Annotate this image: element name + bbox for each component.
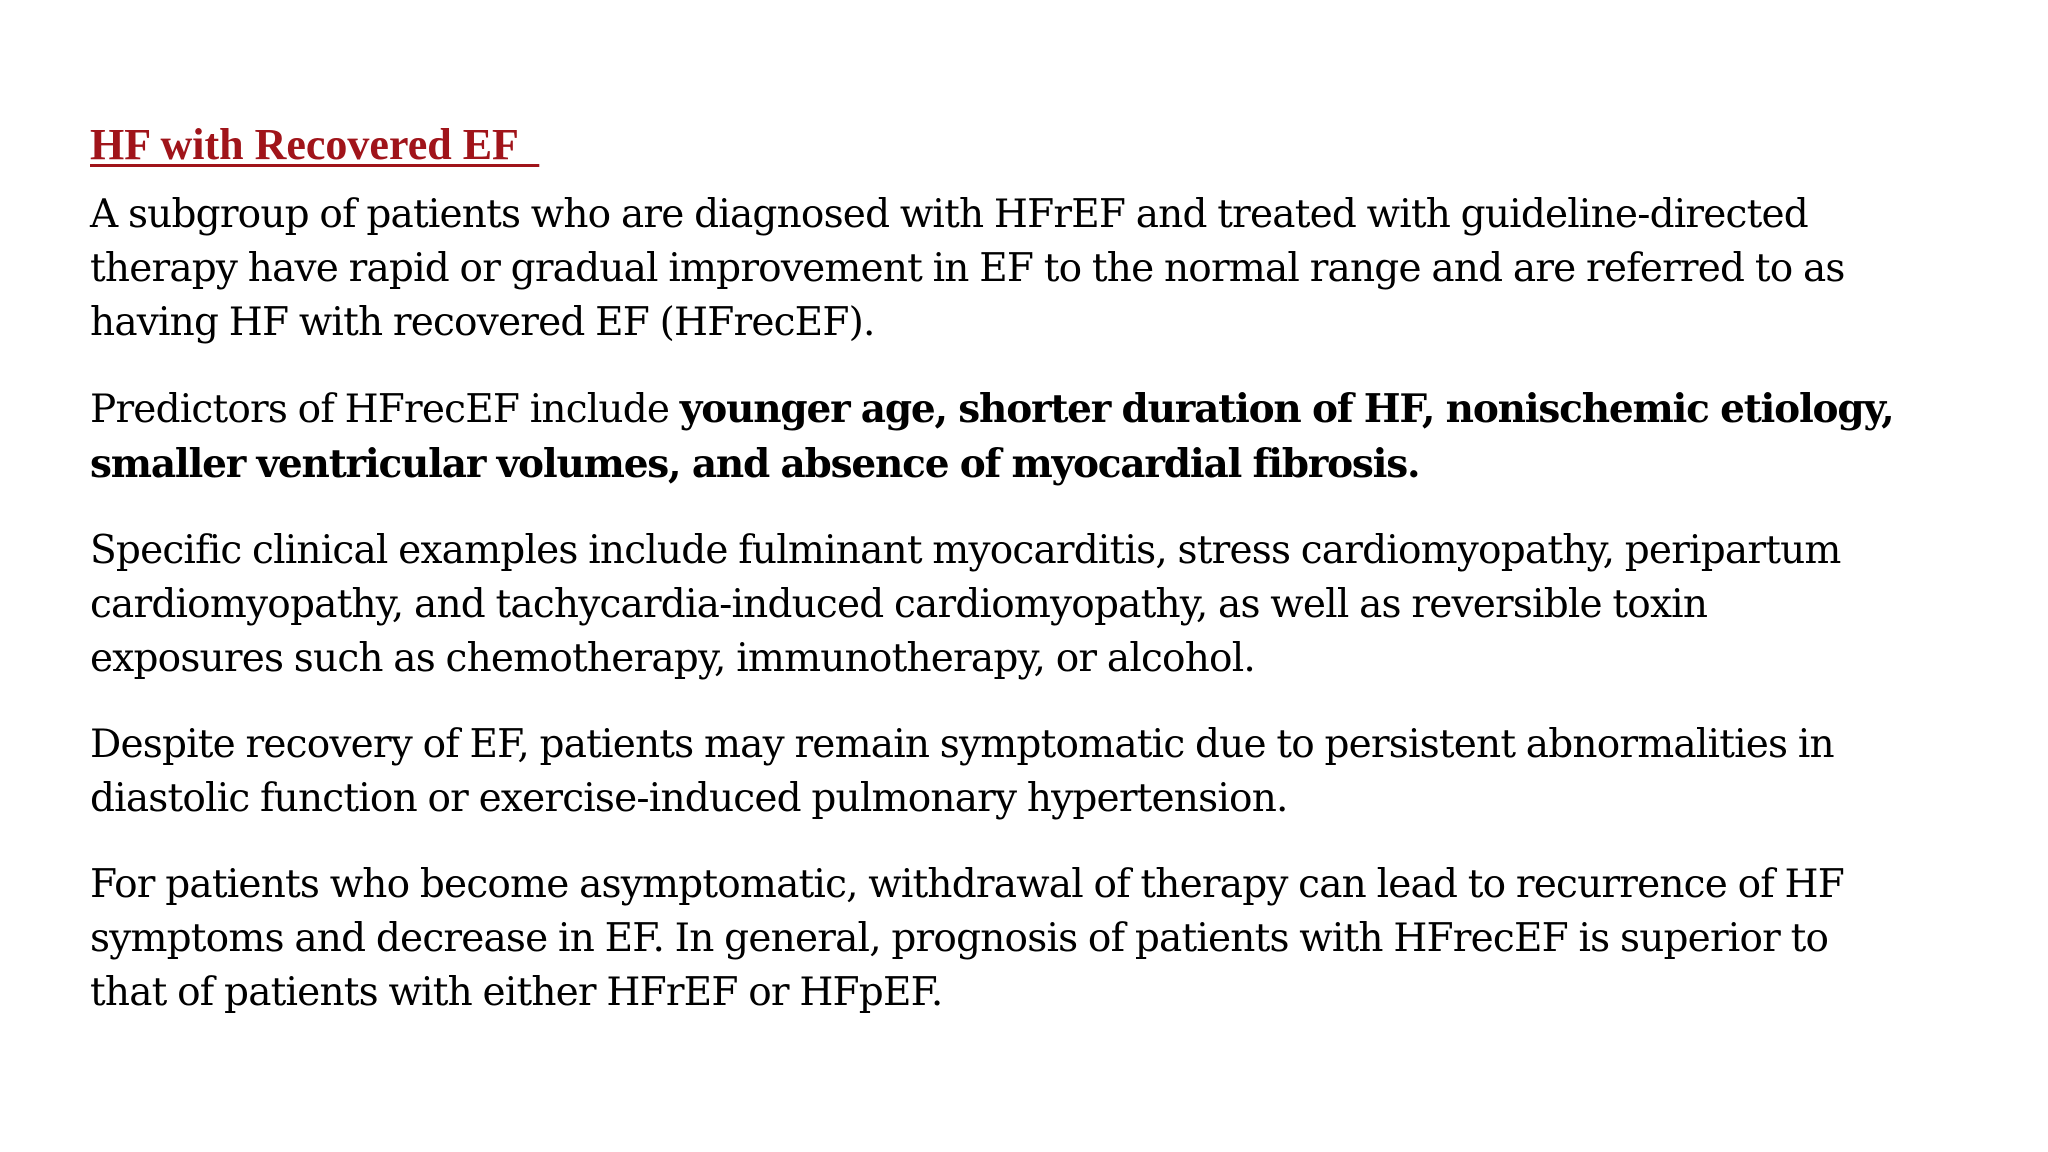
paragraph-line: that of patients with either HFrEF or HFpEF.: [90, 970, 943, 1015]
predictors-bold-text: smaller ventricular volumes, and absence of myocardial fibrosis.: [90, 441, 1420, 487]
paragraph-line: Despite recovery of EF, patients may remain symptomatic due to persistent abnormalities in: [90, 722, 1834, 767]
paragraph-definition: [90, 188, 1990, 350]
slide-content: [90, 118, 1990, 1052]
paragraph-symptoms: [90, 718, 1990, 826]
paragraph-line: having HF with recovered EF (HFrecEF).: [90, 300, 875, 345]
paragraph-line: exposures such as chemotherapy, immunotherapy, or alcohol.: [90, 636, 1255, 681]
paragraph-line: diastolic function or exercise-induced pulmonary hypertension.: [90, 776, 1288, 821]
paragraph-clinical-examples: [90, 524, 1990, 686]
paragraph-line: A subgroup of patients who are diagnosed with HFrEF and treated with guideline-directed: [90, 192, 1808, 237]
paragraph-line: Specific clinical examples include fulminant myocarditis, stress cardiomyopathy, peripartum: [90, 528, 1841, 573]
predictors-prefix: Predictors of HFrecEF include: [90, 387, 680, 432]
paragraph-line: cardiomyopathy, and tachycardia-induced cardiomyopathy, as well as reversible toxin: [90, 582, 1708, 627]
paragraph-line: For patients who become asymptomatic, withdrawal of therapy can lead to recurrence of HF: [90, 862, 1844, 907]
paragraph-prognosis: [90, 858, 1990, 1020]
paragraph-line: symptoms and decrease in EF. In general, prognosis of patients with HFrecEF is superior to: [90, 916, 1829, 961]
slide-title: HF with Recovered EF: [90, 120, 540, 169]
paragraph-line: therapy have rapid or gradual improvement in EF to the normal range and are referred to as: [90, 246, 1845, 291]
paragraph-predictors: [90, 382, 1990, 492]
predictors-bold-text: younger age, shorter duration of HF, nonischemic etiology,: [679, 386, 1894, 432]
